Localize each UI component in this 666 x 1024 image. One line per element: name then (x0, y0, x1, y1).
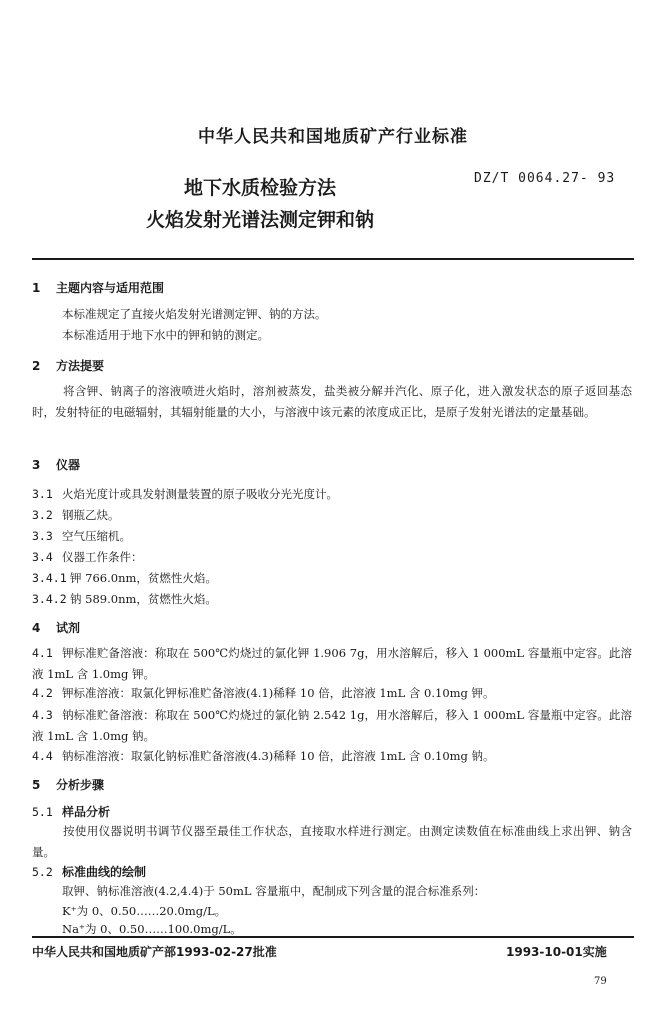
section-2-number: 2 (32, 359, 41, 373)
item-text: 火焰光度计或具发射测量装置的原子吸收分光光度计。 (62, 487, 338, 501)
item-number: 3.3 (32, 529, 53, 543)
section-5-title: 分析步骤 (56, 778, 105, 792)
item-number: 5.2 (32, 865, 53, 879)
item-number: 3.1 (32, 487, 53, 501)
item-text: 仪器工作条件： (62, 550, 143, 564)
section-5-heading (32, 776, 104, 793)
section-1-title: 主题内容与适用范围 (56, 281, 165, 295)
subsection-5-2-line-3: Na⁺为 0、0.50……100.0mg/L。 (62, 922, 242, 936)
section-4-number: 4 (32, 621, 41, 635)
implementation-date: 1993-10-01实施 (506, 945, 607, 959)
page-number: 79 (594, 976, 607, 987)
list-item (32, 549, 143, 565)
list-item (32, 685, 495, 701)
subsection-5-1-heading (32, 803, 110, 820)
section-2-paragraph: 将含钾、钠离子的溶液喷进火焰时，溶剂被蒸发，盐类被分解并汽化、原子化，进入激发状态的原子返回基态时，发射特征的电磁辐射，其辐射能量的大小，与溶液中该元素的浓度成正比，是原子发射光谱法的定量基础。 (32, 384, 632, 419)
section-4-title: 试剂 (56, 621, 81, 635)
list-item (32, 591, 217, 607)
subsection-5-2-line-1: 取钾、钠标准溶液(4.2,4.4)于 50mL 容量瓶中，配制成下列含量的混合标准系列： (62, 884, 486, 898)
section-2-title: 方法提要 (56, 359, 105, 373)
section-1-number: 1 (32, 281, 41, 295)
document-title-line2: 火焰发射光谱法测定钾和钠 (145, 209, 374, 231)
item-number: 3.2 (32, 508, 53, 522)
item-text: 钠标准溶液：取氯化钠标准贮备溶液(4.3)稀释 10 倍，此溶液 1mL 含 0.10mg 钠。 (62, 749, 495, 763)
header-divider (32, 258, 634, 260)
item-number: 5.1 (32, 805, 53, 819)
list-item (32, 507, 120, 523)
section-1-line-2: 本标准适用于地下水中的钾和钠的测定。 (62, 328, 269, 342)
list-item (32, 748, 495, 764)
list-item (32, 486, 338, 502)
section-1-heading (32, 279, 164, 296)
item-text: 钾 766.0nm，贫燃性火焰。 (70, 571, 217, 585)
document-title-line1: 地下水质检验方法 (183, 177, 336, 199)
approval-note: 中华人民共和国地质矿产部1993-02-27批准 (32, 945, 277, 959)
section-5-number: 5 (32, 778, 41, 792)
item-number: 4.1 (32, 646, 53, 660)
item-number: 3.4.1 (32, 571, 67, 585)
section-3-heading (32, 456, 80, 473)
standard-code: DZ/T 0064.27- 93 (474, 171, 616, 186)
subsection-title: 标准曲线的绘制 (62, 865, 147, 879)
list-item (32, 643, 632, 685)
item-text: 钠标准贮备溶液：称取在 500℃灼烧过的氯化钠 2.542 1g，用水溶解后，移入 1 000mL 容量瓶中定容。此溶液 1mL 含 1.0mg 钠。 (32, 708, 632, 743)
footer-divider (32, 936, 634, 938)
item-text: 空气压缩机。 (62, 529, 131, 543)
item-text: 钾标准贮备溶液：称取在 500℃灼烧过的氯化钾 1.906 7g，用水溶解后，移入 1 000mL 容量瓶中定容。此溶液 1mL 含 1.0mg 钾。 (32, 646, 632, 681)
issuer-title: 中华人民共和国地质矿产行业标准 (198, 127, 468, 147)
item-text: 钠 589.0nm，贫燃性火焰。 (70, 592, 217, 606)
subsection-5-1-paragraph: 按使用仪器说明书调节仪器至最佳工作状态，直接取水样进行测定。由测定读数值在标准曲线上求出钾、钠含量。 (32, 824, 632, 859)
item-text: 钢瓶乙炔。 (62, 508, 120, 522)
item-number: 4.2 (32, 686, 53, 700)
subsection-5-2-line-2: K⁺为 0、0.50……20.0mg/L。 (62, 904, 227, 918)
section-3-number: 3 (32, 458, 41, 472)
section-1-line-1: 本标准规定了直接火焰发射光谱测定钾、钠的方法。 (62, 307, 327, 321)
subsection-title: 样品分析 (62, 805, 111, 819)
item-number: 4.3 (32, 708, 53, 722)
item-text: 钾标准溶液：取氯化钾标准贮备溶液(4.1)稀释 10 倍，此溶液 1mL 含 0.10mg 钾。 (62, 686, 495, 700)
section-2-heading (32, 357, 104, 374)
item-number: 3.4 (32, 550, 53, 564)
section-4-heading (32, 619, 80, 636)
item-number: 3.4.2 (32, 592, 67, 606)
list-item (32, 528, 131, 544)
list-item (32, 705, 632, 747)
subsection-5-2-heading (32, 863, 146, 880)
section-3-title: 仪器 (56, 458, 81, 472)
item-number: 4.4 (32, 749, 53, 763)
list-item (32, 570, 217, 586)
